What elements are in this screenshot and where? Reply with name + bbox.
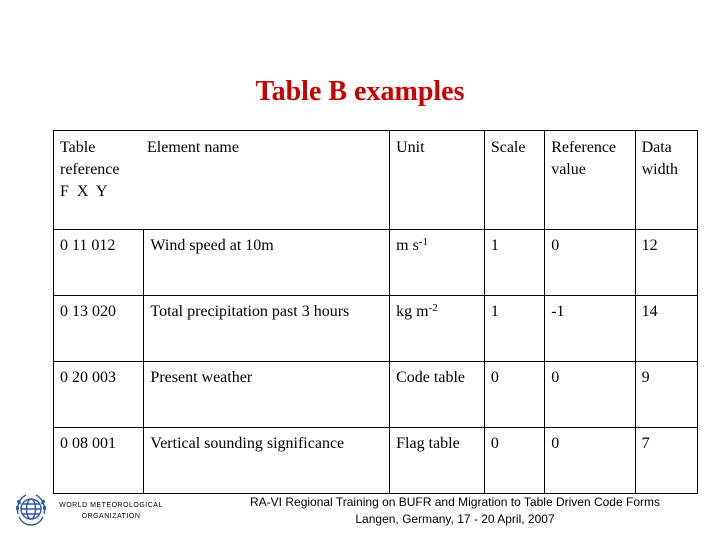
cell-scale: 0 [484,362,544,428]
cell-reference: 0 11 012 [54,230,144,296]
table-row [54,428,698,494]
header-scale: Scale [484,131,544,230]
cell-data-width: 9 [635,362,697,428]
cell-reference: 0 13 020 [54,296,144,362]
cell-element-name: Vertical sounding significance [144,428,390,494]
cell-reference-value: -1 [545,296,635,362]
header-unit: Unit [390,131,485,230]
header-data-width: Data width [635,131,697,230]
cell-data-width: 7 [635,428,697,494]
cell-element-name: Total precipitation past 3 hours [144,296,390,362]
header-element-name: Element name [147,139,239,156]
cell-scale: 0 [484,428,544,494]
cell-scale: 1 [484,296,544,362]
organization-name: WORLD METEOROLOGICAL ORGANIZATION [59,502,163,520]
cell-element-name: Wind speed at 10m [144,230,390,296]
cell-scale: 1 [484,230,544,296]
cell-data-width: 14 [635,296,697,362]
header-ref-name-cell [54,131,390,230]
table-b-examples [53,130,698,494]
footer-event-info [240,494,670,528]
footer-event-title: RA-VI Regional Training on BUFR and Migration to Table Driven Code Forms [250,495,660,509]
cell-unit: Flag table [390,428,485,494]
cell-reference: 0 08 001 [54,428,144,494]
wmo-emblem-icon [12,490,50,528]
cell-element-name: Present weather [144,362,390,428]
table-row [54,362,698,428]
header-table-reference: Table reference F X Y [60,139,120,200]
cell-reference-value: 0 [545,362,635,428]
header-reference-value: Reference value [545,131,635,230]
table-row [54,296,698,362]
cell-reference-value: 0 [545,428,635,494]
cell-unit: m $s^{-1}$ [390,230,485,296]
table-row [54,230,698,296]
cell-unit: kg $m^{-2}$ [390,296,485,362]
table-header-row [54,131,698,230]
cell-reference: 0 20 003 [54,362,144,428]
footer-event-location-date: Langen, Germany, 17 - 20 April, 2007 [355,512,555,526]
cell-data-width: 12 [635,230,697,296]
cell-unit: Code table [390,362,485,428]
page-title: Table B examples [255,76,465,107]
cell-reference-value: 0 [545,230,635,296]
